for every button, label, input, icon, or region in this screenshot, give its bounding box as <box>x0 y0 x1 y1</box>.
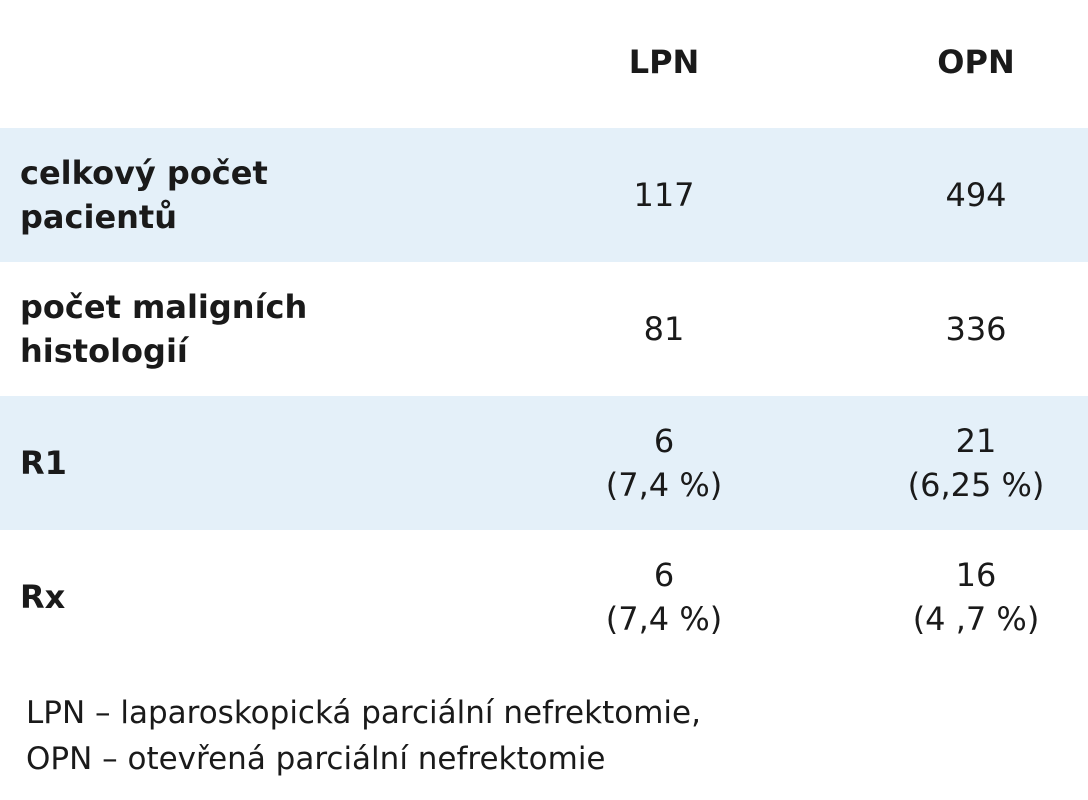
footnote-line-lpn: LPN – laparoskopická parciální nefrektomie, <box>26 695 701 731</box>
table-row <box>0 128 1088 262</box>
row-label: R1 <box>20 444 67 482</box>
lpn-value: 6 (7,4 %) <box>605 556 723 638</box>
opn-value: 16 (4 ,7 %) <box>912 556 1040 638</box>
opn-value: 494 <box>945 176 1007 214</box>
table-row <box>0 396 1088 530</box>
lpn-value: 81 <box>643 310 685 348</box>
lpn-value: 117 <box>633 176 695 214</box>
lpn-value: 6 (7,4 %) <box>605 422 723 504</box>
table-row <box>0 530 1088 664</box>
table-header-row <box>0 0 1088 128</box>
header-lpn: LPN <box>628 43 700 81</box>
table-footnote <box>26 690 1066 782</box>
row-label: Rx <box>20 578 66 616</box>
row-label: počet maligních histologií <box>20 288 308 370</box>
table-row <box>0 262 1088 396</box>
header-opn: OPN <box>937 43 1015 81</box>
opn-value: 336 <box>945 310 1007 348</box>
footnote-line-opn: OPN – otevřená parciální nefrektomie <box>26 741 606 777</box>
opn-value: 21 (6,25 %) <box>907 422 1045 504</box>
row-label: celkový počet pacientů <box>20 154 268 236</box>
